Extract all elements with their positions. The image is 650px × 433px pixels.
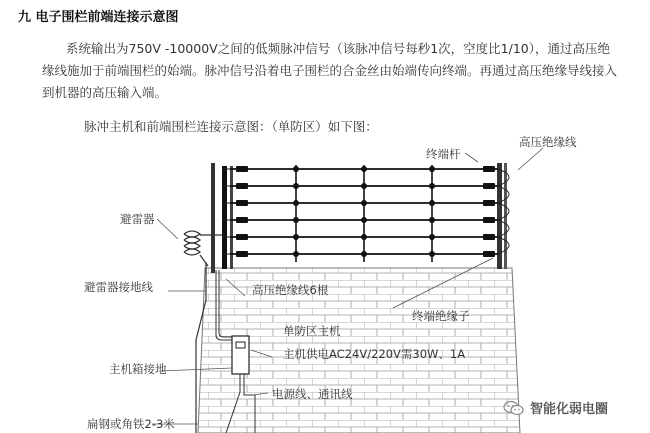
label-flat-steel: 扁钢或角铁2-3米 bbox=[87, 417, 175, 431]
host-box bbox=[232, 336, 249, 374]
label-host-single-zone: 单防区主机 bbox=[283, 324, 341, 338]
label-hv-wire-6: 高压绝缘线6根 bbox=[252, 283, 329, 297]
paragraph-diagram-intro: 脉冲主机和前端围栏连接示意图：（单防区）如下图： bbox=[84, 119, 378, 134]
label-terminal-pole: 终端杆 bbox=[426, 147, 461, 161]
start-insulators bbox=[236, 166, 248, 257]
start-pole bbox=[211, 163, 233, 273]
label-arrester-ground: 避雷器接地线 bbox=[84, 280, 153, 294]
label-hv-insulated-wire: 高压绝缘线 bbox=[519, 135, 577, 149]
watermark bbox=[503, 398, 608, 417]
watermark-text: 智能化弱电圈 bbox=[530, 402, 609, 417]
fence-posts bbox=[296, 165, 432, 262]
terminal-insulators bbox=[483, 166, 495, 257]
label-terminal-insulator: 终端绝缘子 bbox=[412, 309, 470, 323]
paragraph-description: 系统输出为750V -10000V之间的低频脉冲信号（该脉冲信号每秒1次，空度比1/10），通过高压绝缘线施加于前端围栏的始端。脉冲信号沿着电子围栏的合金丝由始端传向终端。再通过高压绝缘导线接入到机器的高压输入端。 bbox=[42, 41, 618, 100]
label-lightning-arrester: 避雷器 bbox=[120, 212, 155, 226]
label-host-power: 主机供电AC24V/220V需30W、1A bbox=[283, 347, 466, 361]
label-box-ground: 主机箱接地 bbox=[109, 362, 167, 376]
wechat-icon bbox=[503, 400, 525, 416]
lightning-arrester bbox=[184, 231, 222, 266]
section-heading: 九 电子围栏前端连接示意图 bbox=[18, 10, 179, 25]
label-power-comm-wire: 电源线、通讯线 bbox=[272, 387, 353, 401]
